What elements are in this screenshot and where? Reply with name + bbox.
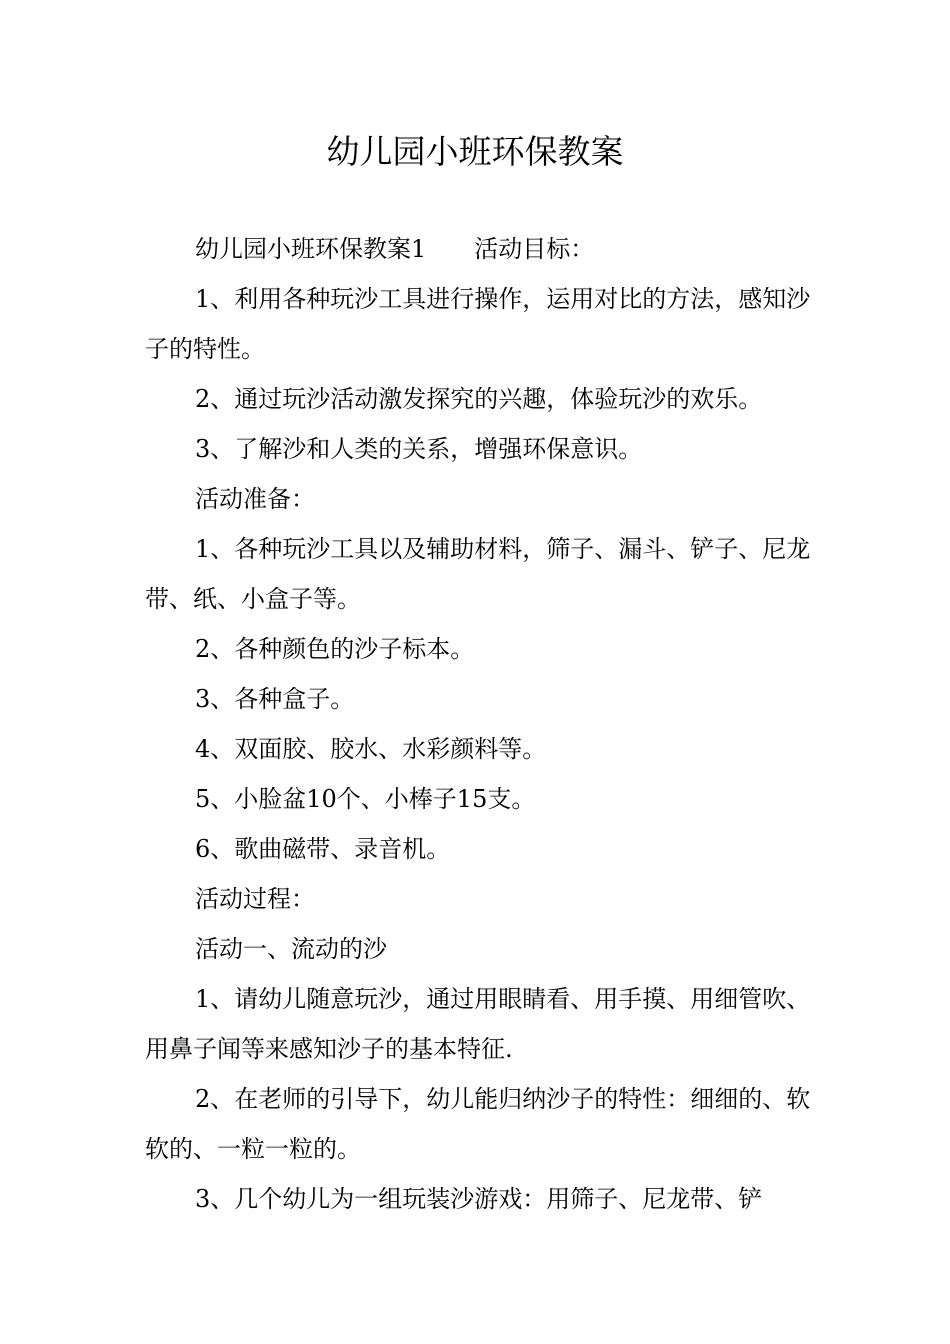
process-step-1: 1、请幼儿随意玩沙，通过用眼睛看、用手摸、用细管吹、用鼻子闻等来感知沙子的基本特征. <box>145 985 811 1063</box>
intro-paragraph <box>145 224 825 274</box>
objective-3: 3、了解沙和人类的关系，增强环保意识。 <box>195 435 643 463</box>
process-step-2: 2、在老师的引导下，幼儿能归纳沙子的特性：细细的、软软的、一粒一粒的。 <box>145 1085 811 1163</box>
preparation-3: 3、各种盒子。 <box>195 685 355 713</box>
objective-1: 1、利用各种玩沙工具进行操作，运用对比的方法，感知沙子的特性。 <box>145 285 811 363</box>
preparation-6: 6、歌曲磁带、录音机。 <box>195 835 451 863</box>
activity-1-heading: 活动一、流动的沙 <box>195 935 387 963</box>
section-preparation-heading: 活动准备： <box>195 485 315 513</box>
process-step-3: 3、几个幼儿为一组玩装沙游戏：用筛子、尼龙带、铲 <box>195 1185 763 1213</box>
preparation-1: 1、各种玩沙工具以及辅助材料，筛子、漏斗、铲子、尼龙带、纸、小盒子等。 <box>145 535 811 613</box>
objective-2: 2、通过玩沙活动激发探究的兴趣，体验玩沙的欢乐。 <box>195 385 763 413</box>
section-objectives-heading: 活动目标： <box>474 235 595 263</box>
preparation-5: 5、小脸盆10个、小棒子15支。 <box>195 785 536 813</box>
preparation-4: 4、双面胶、胶水、水彩颜料等。 <box>195 735 547 763</box>
lesson-heading: 幼儿园小班环保教案1 <box>195 235 427 263</box>
document-title: 幼儿园小班环保教案 <box>326 132 624 171</box>
section-process-heading: 活动过程： <box>195 885 315 913</box>
preparation-2: 2、各种颜色的沙子标本。 <box>195 635 475 663</box>
document-body <box>145 224 825 1224</box>
